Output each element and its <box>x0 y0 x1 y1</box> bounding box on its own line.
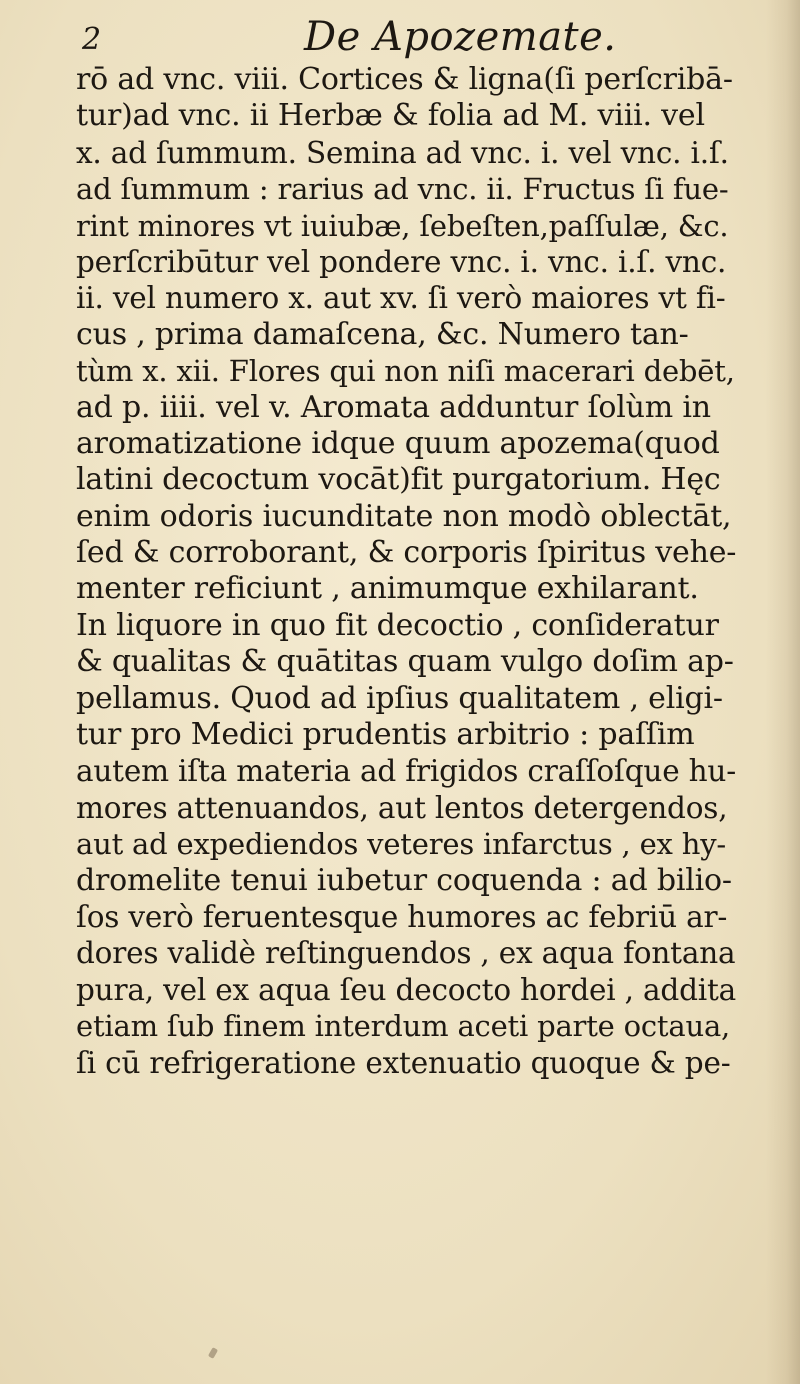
text-line: ad ſummum : rarius ad vnc. ii. Fructus ſi fue- <box>76 172 729 207</box>
text-line: pellamus. Quod ad ipſius qualitatem , eligi- <box>76 680 723 716</box>
text-line: ſos verò feruentesque humores ac febriū ar- <box>76 899 728 934</box>
text-line: aut ad expediendos veteres infarctus , ex hy- <box>76 827 726 862</box>
text-line: tur)ad vnc. ii Herbæ & folia ad M. viii. vel <box>76 98 705 134</box>
text-line: tùm x. xii. Flores qui non niſi macerari debēt, <box>76 354 735 389</box>
text-line: ſed & corroborant, & corporis ſpiritus vehe- <box>76 535 737 571</box>
text-line: dromelite tenui iubetur coquenda : ad bilio- <box>76 862 732 898</box>
page-number: 2 <box>82 22 102 57</box>
text-line: enim odoris iucunditate non modò oblectāt, <box>76 498 732 534</box>
paper-speck <box>208 1347 218 1359</box>
text-line: ad p. iiii. vel v. Aromata adduntur ſolùm in <box>76 389 711 425</box>
text-line: autem iſta materia ad frigidos craſſoſque hu- <box>76 754 736 789</box>
page-header <box>82 14 722 62</box>
text-line: rint minores vt iuiubæ, ſebeſten,paſſulæ, &c. <box>76 208 729 243</box>
text-line: ſi cū refrigeratione extenuatio quoque & pe- <box>76 1045 731 1080</box>
text-line: pura, vel ex aqua ſeu decocto hordei , addita <box>76 972 737 1007</box>
text-line: x. ad ſummum. Semina ad vnc. i. vel vnc. i.ſ. <box>76 135 729 170</box>
running-title: De Apozemate. <box>304 14 617 60</box>
text-line: ii. vel numero x. aut xv. ſi verò maiores vt fi- <box>76 281 726 316</box>
text-line: dores validè reſtinguendos , ex aqua fontana <box>76 936 736 971</box>
text-line: latini decoctum vocāt)fit purgatorium. Hęc <box>76 462 721 498</box>
text-line: aromatizatione idque quum apozema(quod <box>76 425 720 461</box>
text-line: tur pro Medici prudentis arbitrio : paſſim <box>76 717 695 753</box>
text-line: In liquore in quo fit decoctio , conſideratur <box>76 607 719 643</box>
text-line: etiam ſub finem interdum aceti parte octaua, <box>76 1009 731 1044</box>
page-edge-shadow <box>766 0 800 1384</box>
text-line: rō ad vnc. viii. Cortices & ligna(ſi perſcribā- <box>76 62 733 97</box>
text-line: perſcribūtur vel pondere vnc. i. vnc. i.ſ. vnc. <box>76 244 727 279</box>
body-text <box>76 62 736 1081</box>
text-line: cus , prima damaſcena, &c. Numero tan- <box>76 316 689 352</box>
text-line: & qualitas & quātitas quam vulgo doſim ap- <box>76 644 734 680</box>
text-line: mores attenuandos, aut lentos detergendos, <box>76 790 728 825</box>
text-line: menter reficiunt , animumque exhilarant. <box>76 571 699 607</box>
